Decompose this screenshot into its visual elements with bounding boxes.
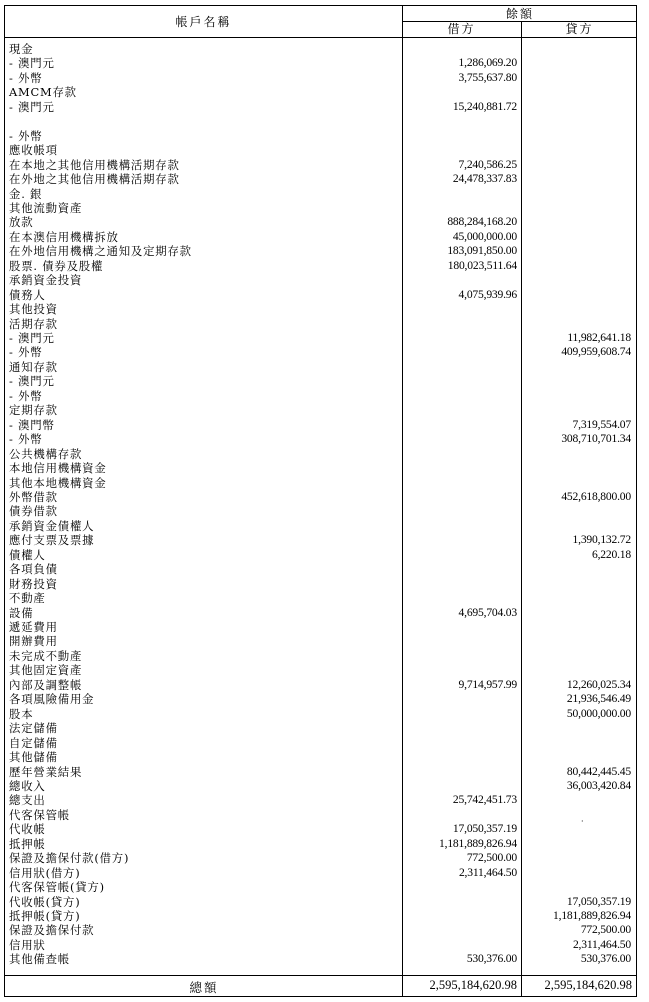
account-name: 應收帳項 — [9, 143, 58, 158]
account-name: 其他固定資產 — [9, 663, 83, 678]
debit-amount: 183,091,850.00 — [447, 244, 517, 258]
account-name: - 外幣 — [9, 388, 43, 403]
account-name: - 外幣 — [9, 432, 43, 447]
table-row — [5, 562, 636, 576]
table-row — [5, 129, 636, 143]
credit-amount: 530,376.00 — [580, 952, 631, 966]
table-row — [5, 302, 636, 316]
table-row — [5, 389, 636, 403]
debit-amount: 7,240,586.25 — [458, 157, 517, 171]
debit-amount: 25,742,451.73 — [452, 793, 517, 807]
header-debit: 借方 — [447, 22, 476, 36]
account-name: 在本地之其他信用機構活期存款 — [9, 157, 180, 172]
table-row — [5, 71, 636, 85]
credit-amount: 11,982,641.18 — [567, 331, 631, 344]
debit-amount: 1,181,889,826.94 — [439, 836, 517, 850]
debit-amount: 17,050,357.19 — [452, 822, 517, 836]
table-row — [5, 779, 636, 793]
total-label: 總額 — [189, 980, 219, 995]
account-name: 自定儲備 — [9, 735, 58, 750]
table-row — [5, 504, 636, 518]
account-name: 債權人 — [9, 547, 46, 562]
table-row — [5, 606, 636, 620]
credit-amount: 21,936,546.49 — [566, 692, 631, 706]
table-row — [5, 201, 636, 215]
table-row — [5, 114, 636, 128]
account-name: 不動產 — [9, 591, 46, 606]
account-name: 股票. 債券及股權 — [9, 258, 104, 273]
account-name: - 澳門元 — [9, 56, 55, 71]
header-account-name: 帳戶名稱 — [175, 15, 232, 29]
credit-amount: 80,442,445.45 — [566, 764, 631, 778]
header-bottom-line — [5, 37, 636, 38]
header-credit: 貸方 — [565, 22, 594, 36]
account-name: 設備 — [9, 605, 34, 620]
account-name: 其他備查帳 — [9, 952, 70, 967]
account-name: 代客保管帳 — [9, 807, 70, 822]
account-name: 代收帳(貸方) — [9, 894, 81, 909]
debit-amount: 530,376.00 — [466, 952, 517, 966]
table-row — [5, 591, 636, 605]
account-name: 各項負債 — [9, 562, 58, 577]
table-row — [5, 765, 636, 779]
account-name: 各項風險備用金 — [9, 692, 95, 707]
account-name: 應付支票及票據 — [9, 533, 95, 548]
account-name: - 澳門元 — [9, 374, 55, 389]
credit-amount: 7,319,554.07 — [572, 417, 631, 431]
account-name: 金. 銀 — [9, 186, 43, 201]
table-row — [5, 519, 636, 533]
table-row — [5, 42, 636, 56]
debit-amount: 2,311,464.50 — [458, 865, 517, 879]
debit-amount: 4,695,704.03 — [458, 605, 517, 619]
account-name: 抵押帳(貸方) — [9, 909, 81, 923]
account-name: 保證及擔保付款 — [9, 923, 95, 938]
account-name: - 外幣 — [9, 128, 43, 143]
account-name: 代收帳 — [9, 822, 46, 837]
account-name: 承銷資金債權人 — [9, 518, 95, 533]
table-row — [5, 750, 636, 764]
table-row — [5, 360, 636, 374]
account-name: 其他投資 — [9, 302, 58, 317]
table-row — [5, 172, 636, 186]
account-name: 其他本地機構資金 — [9, 475, 107, 490]
table-row — [5, 952, 636, 966]
table-row — [5, 187, 636, 201]
account-name: 定期存款 — [9, 403, 58, 418]
table-row — [5, 923, 636, 937]
account-name: 本地信用機構資金 — [9, 461, 107, 476]
credit-amount: 17,050,357.19 — [566, 894, 631, 908]
debit-amount: 1,286,069.20 — [458, 56, 517, 70]
debit-amount: 3,755,637.80 — [458, 70, 517, 84]
table-row — [5, 851, 636, 865]
credit-amount: 409,959,608.74 — [561, 345, 631, 359]
table-row — [5, 85, 636, 99]
table-row — [5, 331, 636, 345]
table-row — [5, 880, 636, 894]
table-row — [5, 707, 636, 721]
table-row — [5, 649, 636, 663]
table-row — [5, 461, 636, 475]
table-row — [5, 317, 636, 331]
account-name: 在外地之其他信用機構活期存款 — [9, 172, 180, 187]
table-row — [5, 808, 636, 822]
account-name: AMCM存款 — [9, 85, 77, 100]
table-row — [5, 490, 636, 504]
debit-amount: 15,240,881.72 — [452, 99, 517, 113]
account-name: 遞延費用 — [9, 620, 58, 634]
account-name: 公共機構存款 — [9, 446, 83, 461]
debit-amount: 888,284,168.20 — [447, 215, 517, 229]
table-row — [5, 345, 636, 359]
account-name: 承銷資金投資 — [9, 273, 83, 288]
account-name: 外幣借款 — [9, 489, 58, 504]
table-row — [5, 259, 636, 273]
credit-amount: 1,181,889,826.94 — [553, 909, 631, 922]
debit-amount: 772,500.00 — [466, 851, 517, 865]
credit-amount: 12,260,025.34 — [566, 677, 631, 691]
total-row-top-line — [5, 975, 636, 976]
table-row — [5, 447, 636, 461]
table-row — [5, 476, 636, 490]
credit-amount: 452,618,800.00 — [561, 489, 631, 503]
account-name: 信用狀(借方) — [9, 865, 81, 880]
debit-amount: 24,478,337.83 — [452, 172, 517, 186]
table-row — [5, 620, 636, 634]
account-name: 其他流動資產 — [9, 200, 83, 215]
account-name: 總收入 — [9, 778, 46, 793]
account-name: - 澳門幣 — [9, 417, 55, 432]
table-row — [5, 288, 636, 302]
table-row — [5, 721, 636, 735]
debit-amount: 4,075,939.96 — [458, 287, 517, 301]
table-row — [5, 432, 636, 446]
account-name: 抵押帳 — [9, 836, 46, 851]
credit-amount: 772,500.00 — [580, 923, 631, 937]
debit-amount: 45,000,000.00 — [452, 229, 517, 243]
debit-amount: 9,714,957.99 — [458, 677, 517, 691]
credit-amount: 2,311,464.50 — [572, 937, 631, 951]
account-name: 總支出 — [9, 793, 46, 808]
account-name: 股本 — [9, 706, 34, 721]
table-row — [5, 663, 636, 677]
account-name: 放款 — [9, 215, 34, 230]
credit-amount: 50,000,000.00 — [566, 706, 631, 720]
credit-amount: 36,003,420.84 — [566, 778, 631, 792]
account-name: 未完成不動產 — [9, 648, 83, 663]
account-name: - 澳門元 — [9, 99, 55, 114]
account-name: 歷年營業結果 — [9, 764, 83, 779]
table-row — [5, 158, 636, 172]
credit-amount: 1,390,132.72 — [572, 533, 631, 547]
account-name: 債券借款 — [9, 504, 58, 519]
trial-balance-table — [4, 5, 637, 997]
total-debit: 2,595,184,620.98 — [429, 978, 517, 992]
account-name: 代客保管帳(貸方) — [9, 880, 105, 895]
table-row — [5, 634, 636, 648]
account-name: 在本澳信用機構拆放 — [9, 229, 119, 244]
header-balance: 餘額 — [505, 7, 534, 21]
table-row — [5, 793, 636, 807]
account-name: 內部及調整帳 — [9, 677, 83, 692]
table-row — [5, 374, 636, 388]
table-row — [5, 692, 636, 706]
table-row — [5, 822, 636, 836]
table-row — [5, 230, 636, 244]
account-name: 信用狀 — [9, 937, 46, 952]
table-row — [5, 215, 636, 229]
table-row — [5, 736, 636, 750]
table-row — [5, 143, 636, 157]
table-row — [5, 577, 636, 591]
table-row — [5, 837, 636, 851]
table-row — [5, 533, 636, 547]
account-name: 財務投資 — [9, 576, 58, 591]
total-credit: 2,595,184,620.98 — [544, 978, 632, 992]
credit-amount: 6,220.18 — [592, 547, 631, 561]
table-row — [5, 895, 636, 909]
account-name: 在外地信用機構之通知及定期存款 — [9, 244, 192, 259]
table-row — [5, 403, 636, 417]
table-row — [5, 909, 636, 923]
account-name: 債務人 — [9, 287, 46, 302]
account-name: 開辦費用 — [9, 634, 58, 649]
account-name: 活期存款 — [9, 316, 58, 331]
table-row — [5, 244, 636, 258]
table-row — [5, 678, 636, 692]
account-name: - 外幣 — [9, 70, 43, 85]
table-row — [5, 56, 636, 70]
table-row — [5, 866, 636, 880]
debit-amount: 180,023,511.64 — [447, 258, 517, 272]
table-row — [5, 938, 636, 952]
table-row — [5, 100, 636, 114]
table-row — [5, 418, 636, 432]
account-name: 其他儲備 — [9, 750, 58, 765]
table-row — [5, 548, 636, 562]
account-name: 法定儲備 — [9, 721, 58, 736]
account-name: 通知存款 — [9, 359, 58, 374]
table-row — [5, 273, 636, 287]
credit-amount: 308,710,701.34 — [561, 432, 631, 446]
account-name: - 澳門元 — [9, 331, 55, 345]
account-name: 現金 — [9, 42, 34, 56]
stray-mark-icon: · — [581, 817, 584, 826]
account-name: - 外幣 — [9, 345, 43, 360]
account-name: 保證及擔保付款(借方) — [9, 851, 130, 866]
